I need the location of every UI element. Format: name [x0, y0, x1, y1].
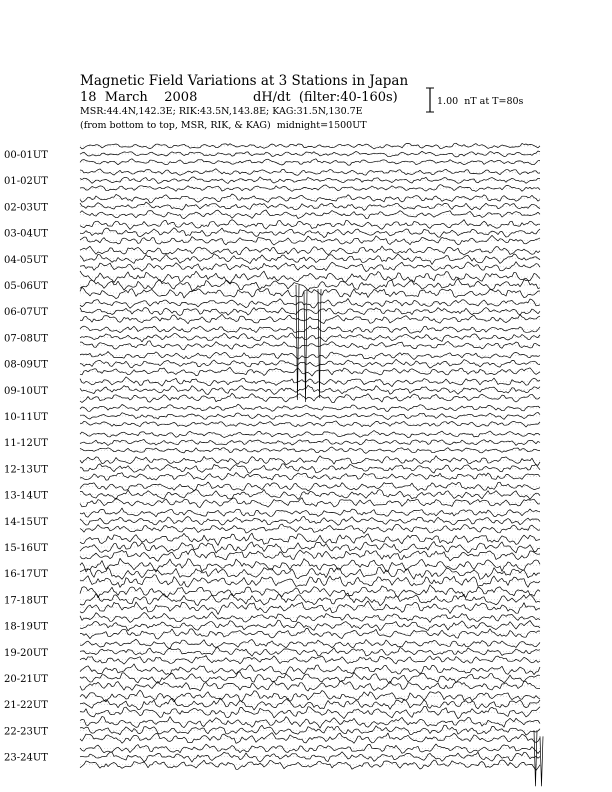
- hour-row: [4, 664, 540, 691]
- hour-row-label: 15-16UT: [4, 543, 48, 554]
- trace-rik: [80, 725, 540, 735]
- trace-msr: [80, 472, 540, 480]
- hour-row: [4, 326, 540, 350]
- trace-kag: [80, 404, 540, 411]
- trace-msr: [80, 733, 540, 744]
- trace-rik: [80, 279, 540, 291]
- hour-row: [4, 482, 540, 508]
- trace-rik: [80, 308, 540, 316]
- hour-row-label: 10-11UT: [4, 412, 48, 423]
- trace-msr: [80, 706, 540, 718]
- hour-row: [4, 431, 540, 454]
- stack-order-note: (from bottom to top, MSR, RIK, & KAG) midnight=1500UT: [80, 120, 367, 131]
- trace-kag: [80, 377, 540, 387]
- hour-row: [4, 558, 540, 587]
- trace-rik: [80, 542, 540, 554]
- trace-rik: [80, 440, 540, 446]
- trace-rik: [80, 672, 540, 684]
- hour-row-label: 05-06UT: [4, 281, 48, 292]
- trace-msr: [80, 601, 540, 614]
- hour-row: [4, 299, 540, 324]
- hour-row-label: 19-20UT: [4, 647, 48, 659]
- trace-msr: [80, 760, 540, 771]
- trace-kag: [80, 744, 540, 754]
- station-coordinates: MSR:44.4N,142.3E; RIK:43.5N,143.8E; KAG:31.5N,130.7E: [80, 106, 363, 117]
- trace-msr: [80, 629, 540, 640]
- spike-feature: [540, 736, 543, 786]
- hour-row: [4, 246, 540, 271]
- trace-rik: [80, 385, 540, 394]
- hour-row: [4, 508, 540, 533]
- spike-feature: [534, 730, 537, 786]
- hour-row: [4, 404, 540, 427]
- chart-date: 18 March 2008: [80, 90, 198, 105]
- trace-kag: [80, 612, 540, 623]
- hour-row: [4, 533, 540, 561]
- hour-row: [4, 377, 540, 403]
- hour-row: [4, 169, 540, 192]
- hour-row-label: 16-17UT: [4, 569, 48, 581]
- scale-bar-label: 1.00 nT at T=80s: [437, 96, 524, 107]
- trace-kag: [80, 664, 540, 675]
- hour-row-label: 04-05UT: [4, 254, 48, 266]
- trace-msr: [80, 235, 540, 245]
- trace-rik: [80, 752, 540, 762]
- hour-row-label: 17-18UT: [4, 595, 48, 607]
- hour-row: [4, 271, 540, 299]
- hour-row: [4, 585, 540, 615]
- chart-title: Magnetic Field Variations at 3 Stations in Japan: [80, 73, 409, 89]
- hour-row-label: 00-01UT: [4, 150, 48, 161]
- hour-row: [4, 639, 540, 664]
- hour-row: [4, 744, 540, 770]
- hour-row-label: 08-09UT: [4, 359, 48, 371]
- chart-header: [80, 73, 524, 131]
- hour-row-label: 22-23UT: [4, 726, 48, 738]
- scale-bar: [426, 88, 524, 112]
- hour-row-label: 21-22UT: [4, 700, 48, 712]
- hour-row: [4, 143, 540, 165]
- hour-row-label: 07-08UT: [4, 333, 48, 345]
- hour-row: [4, 612, 540, 639]
- hour-row-label: 11-12UT: [4, 438, 48, 450]
- trace-kag: [80, 431, 540, 438]
- hour-row-label: 12-13UT: [4, 464, 48, 476]
- hour-row-label: 14-15UT: [4, 516, 48, 528]
- hour-row-label: 13-14UT: [4, 490, 48, 502]
- hour-row-label: 09-10UT: [4, 385, 48, 397]
- trace-kag: [80, 690, 540, 702]
- trace-msr: [80, 681, 540, 691]
- hour-row: [4, 352, 540, 377]
- trace-kag: [80, 246, 540, 255]
- trace-kag: [80, 482, 540, 491]
- hour-row-label: 03-04UT: [4, 228, 48, 240]
- trace-kag: [80, 533, 540, 545]
- hour-row-label: 23-24UT: [4, 752, 48, 764]
- trace-rik: [80, 177, 540, 184]
- trace-kag: [80, 585, 540, 598]
- hour-row-label: 02-03UT: [4, 202, 48, 214]
- hour-row: [4, 716, 540, 743]
- spike-feature: [304, 291, 307, 402]
- hour-row-label: 18-19UT: [4, 621, 48, 633]
- hour-row-label: 20-21UT: [4, 674, 48, 685]
- hour-row: [4, 220, 540, 245]
- hour-rows: [4, 143, 543, 786]
- hour-row-label: 01-02UT: [4, 176, 48, 188]
- hour-row: [4, 194, 540, 219]
- hour-row-label: 06-07UT: [4, 307, 48, 319]
- chart-quantity: dH/dt (filter:40-160s): [253, 90, 398, 105]
- trace-rik: [80, 254, 540, 265]
- hour-row: [4, 690, 540, 719]
- hour-row: [4, 456, 540, 480]
